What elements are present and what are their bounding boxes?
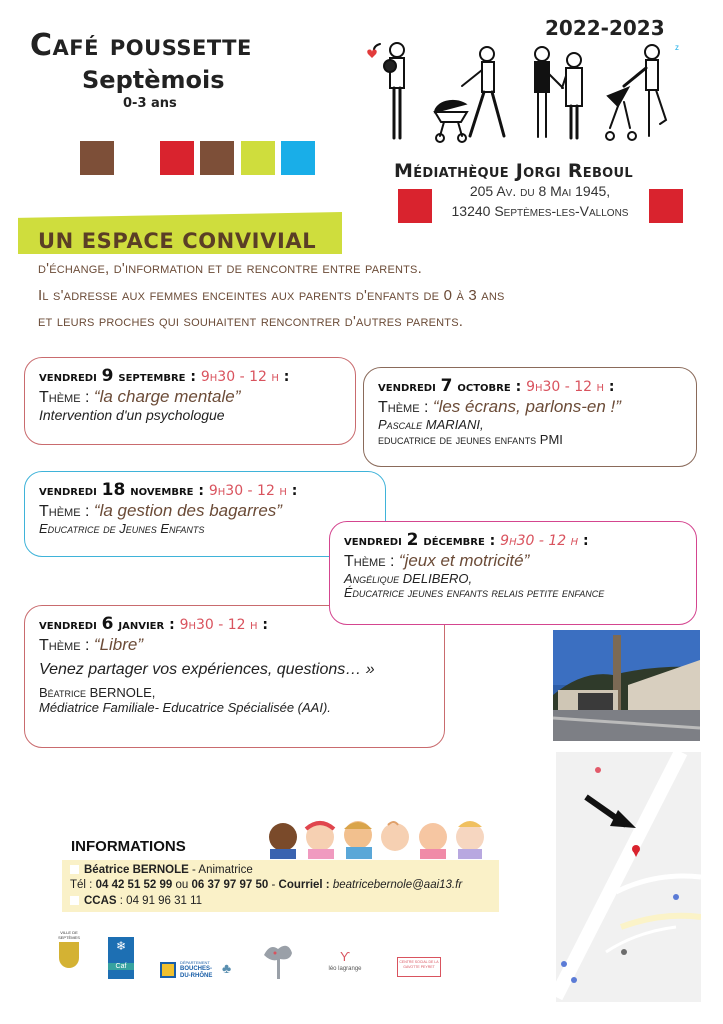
logo-departement: DÉPARTEMENT BOUCHES-DU-RHÔNE ♣ xyxy=(160,960,236,980)
venue-name: Médiathèque Jorgi Reboul xyxy=(394,160,633,182)
session-card-december xyxy=(329,521,697,625)
session-card-october xyxy=(363,367,697,467)
intro-line: d'échange, d'information et de rencontre entre parents. xyxy=(38,260,422,277)
info-title: INFORMATIONS xyxy=(71,838,186,855)
session-speaker-role: Éducatrice jeunes enfants relais petite enfance xyxy=(344,586,605,600)
session-date: vendredi 6 janvier : 9h30 - 12 h : xyxy=(39,614,269,634)
session-date: vendredi 18 novembre : 9h30 - 12 h : xyxy=(39,480,298,500)
session-date: vendredi 9 septembre : 9h30 - 12 h : xyxy=(39,366,290,386)
logo-leo-lagrange: ϒ léo lagrange xyxy=(328,949,362,972)
info-phone: Tél : 04 42 51 52 99 ou 06 37 97 97 50 - Courriel : beatricebernole@aai13.fr xyxy=(70,879,463,891)
color-swatch xyxy=(80,141,114,175)
session-description: Venez partager vos expériences, questions… » xyxy=(39,661,375,678)
bullet-box xyxy=(70,896,79,905)
session-theme: Thème : “jeux et motricité” xyxy=(344,551,530,570)
info-ccas: CCAS : 04 91 96 31 11 xyxy=(70,895,202,907)
color-swatch xyxy=(160,141,194,175)
session-speaker: Béatrice BERNOLE, xyxy=(39,685,156,700)
session-speaker: Educatrice de Jeunes Enfants xyxy=(39,521,205,536)
address-line-2: 13240 Septèmes-les-Vallons xyxy=(451,203,629,219)
session-date: vendredi 7 octobre : 9h30 - 12 h : xyxy=(378,376,615,396)
library-photo xyxy=(553,630,700,741)
logo-tree xyxy=(262,943,294,979)
bullet-box xyxy=(70,865,79,874)
logo-centre-social: CENTRE SOCIAL DE LA GAVOTTE PEYRET xyxy=(397,957,441,977)
session-theme: Thème : “Libre” xyxy=(39,635,144,654)
color-swatch xyxy=(200,141,234,175)
page-title: Café poussette xyxy=(30,28,252,63)
intro-line: Il s'adresse aux femmes enceintes aux parents d'enfants de 0 à 3 ans xyxy=(38,287,505,304)
color-swatch xyxy=(241,141,275,175)
email-link[interactable]: beatricebernole@aai13.fr xyxy=(332,879,463,891)
school-year: 2022-2023 xyxy=(545,16,665,40)
babies-illustration xyxy=(258,815,498,860)
color-swatch xyxy=(281,141,315,175)
session-theme: Thème : “la gestion des bagarres” xyxy=(39,501,282,520)
session-theme: Thème : “les écrans, parlons-en !” xyxy=(378,397,621,416)
session-date: vendredi 2 décembre : 9h30 - 12 h : xyxy=(344,530,589,550)
address-line-1: 205 Av. du 8 Mai 1945, xyxy=(469,183,611,199)
session-card-january xyxy=(24,605,445,748)
session-speaker: Pascale MARIANI, xyxy=(378,417,484,432)
page-subtitle: Septèmois xyxy=(82,66,225,94)
location-map xyxy=(556,752,701,1002)
info-contact: Béatrice BERNOLE - Animatrice xyxy=(70,864,253,876)
banner-title: UN ESPACE CONVIVIAL xyxy=(38,229,317,253)
session-card-september xyxy=(24,357,356,445)
parents-illustration xyxy=(362,40,692,150)
session-theme: Thème : “la charge mentale” xyxy=(39,387,241,406)
logo-caf: ❄ Caf xyxy=(108,937,134,979)
session-speaker: Intervention d'un psychologue xyxy=(39,407,225,423)
logo-septemes: VILLE DE SEPTÈMES xyxy=(57,930,81,974)
session-speaker-role: educatrice de jeunes enfants PMI xyxy=(378,432,563,447)
intro-line: et leurs proches qui souhaitent rencontrer d'autres parents. xyxy=(38,313,464,330)
svg-text:z: z xyxy=(675,43,679,52)
session-speaker-role: Médiatrice Familiale- Educatrice Spécialisée (AAI). xyxy=(39,700,331,715)
session-speaker: Angélique DELIBERO, xyxy=(344,571,473,586)
age-range: 0-3 ans xyxy=(123,96,177,111)
